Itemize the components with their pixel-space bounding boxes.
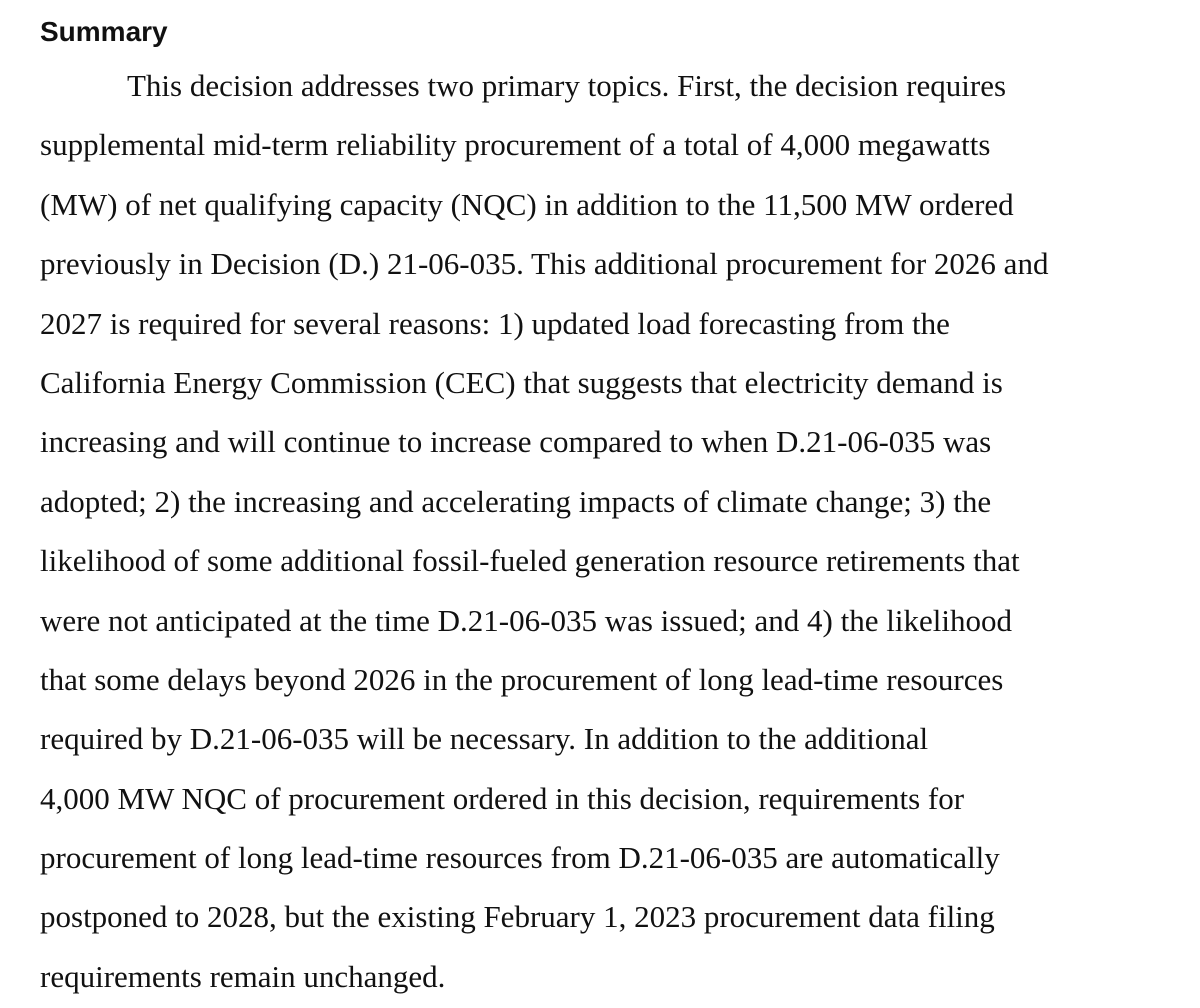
paragraph-line: postponed to 2028, but the existing February 1, 2023 procurement data filing (40, 899, 995, 935)
paragraph-line: required by D.21-06-035 will be necessary. In addition to the additional (40, 721, 929, 757)
paragraph-line: procurement of long lead-time resources from D.21-06-035 are automatically (40, 840, 1000, 876)
paragraph-line: previously in Decision (D.) 21-06-035. This additional procurement for 2026 and (40, 246, 1049, 282)
paragraph-line: adopted; 2) the increasing and accelerating impacts of climate change; 3) the (40, 483, 992, 519)
section-heading: Summary (40, 16, 168, 47)
paragraph-line: (MW) of net qualifying capacity (NQC) in addition to the 11,500 MW ordered (40, 186, 1014, 222)
paragraph-line: requirements remain unchanged. (40, 958, 446, 994)
paragraph-line: California Energy Commission (CEC) that suggests that electricity demand is (40, 364, 1003, 400)
paragraph-line: that some delays beyond 2026 in the procurement of long lead-time resources (40, 661, 1004, 697)
paragraph-line: This decision addresses two primary topics. First, the decision requires (127, 68, 1007, 103)
paragraph-line: supplemental mid-term reliability procurement of a total of 4,000 megawatts (40, 127, 991, 163)
paragraph-line: likelihood of some additional fossil-fueled generation resource retirements that (40, 543, 1020, 579)
summary-paragraph (40, 56, 1180, 1006)
paragraph-line: 4,000 MW NQC of procurement ordered in this decision, requirements for (40, 780, 965, 816)
paragraph-line: 2027 is required for several reasons: 1) updated load forecasting from the (40, 305, 950, 341)
paragraph-line: were not anticipated at the time D.21-06-035 was issued; and 4) the likelihood (40, 602, 1012, 638)
paragraph-line: increasing and will continue to increase compared to when D.21-06-035 was (40, 424, 992, 460)
